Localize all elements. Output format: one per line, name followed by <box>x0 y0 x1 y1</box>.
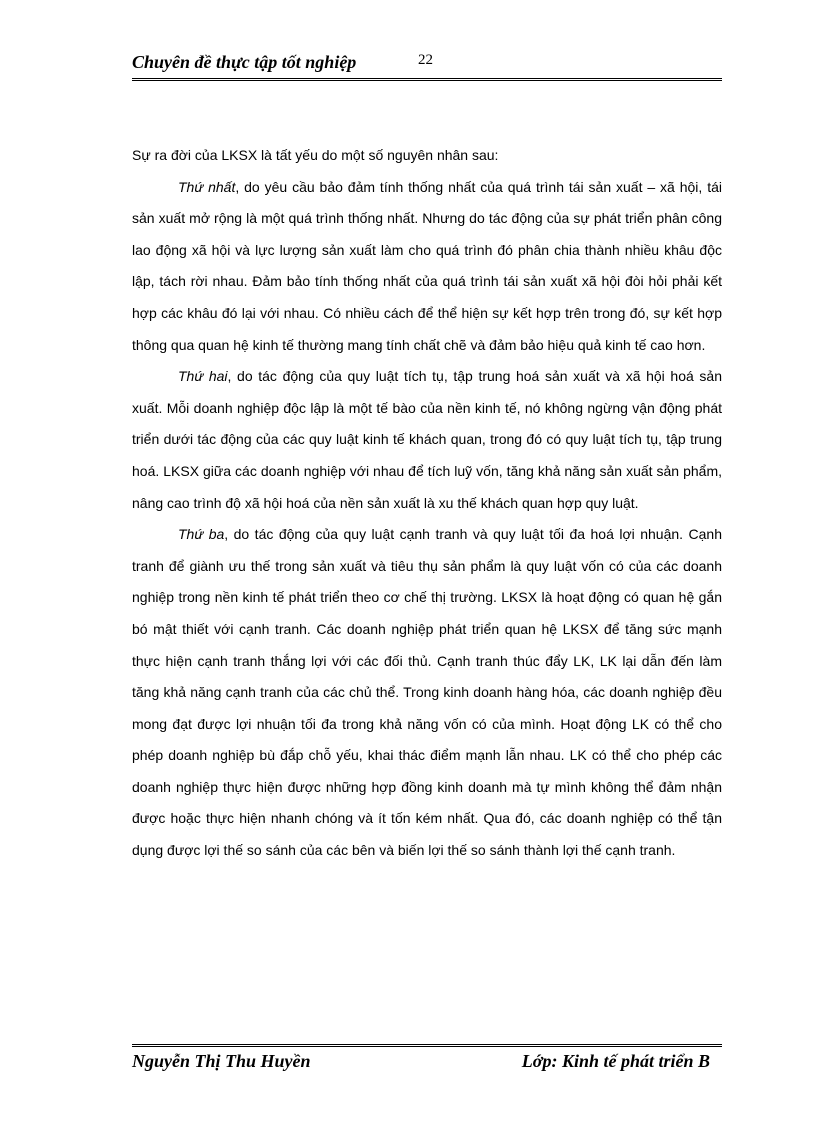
paragraph-third-reason <box>132 519 722 867</box>
document-body <box>132 140 722 867</box>
intro-paragraph: Sự ra đời của LKSX là tất yếu do một số nguyên nhân sau: <box>132 147 499 163</box>
paragraph-lead: Thứ hai <box>178 368 228 385</box>
paragraph-second-reason <box>132 361 722 519</box>
footer-author: Nguyễn Thị Thu Huyền <box>132 1051 311 1071</box>
paragraph-text: , do tác động của quy luật tích tụ, tập trung hoá sản xuất và xã hội hoá sản xuất. Mỗi doanh nghiệp độc lập là một tế bào của nền kinh tế, nó không ngừng vận động phát triển dưới tác động của các quy luật kinh tế khách quan, trong đó có quy luật tích tụ, tập trung hoá. LKSX giữa các doanh nghiệp với nhau để tích luỹ vốn, tăng khả năng sản xuất sản phẩm, nâng cao trình độ xã hội hoá của nền sản xuất là xu thế khách quan hợp quy luật. <box>132 368 722 511</box>
paragraph-text: , do yêu cầu bảo đảm tính thống nhất của quá trình tái sản xuất – xã hội, tái sản xuất mở rộng là một quá trình thống nhất. Nhưng do tác động của sự phát triển phân công lao động xã hội và lực lượng sản xuất làm cho quá trình đó phân chia thành nhiều khâu độc lập, tách rời nhau. Đảm bảo tính thống nhất của quá trình tái sản xuất xã hội đòi hỏi phải kết hợp các khâu đó lại với nhau. Có nhiều cách để thể hiện sự kết hợp trên trong đó, sự kết hợp thông qua quan hệ kinh tế thường mang tính chất chẽ và đảm bảo hiệu quả kinh tế cao hơn. <box>132 178 722 353</box>
paragraph-first-reason <box>132 172 722 362</box>
page-footer <box>132 1044 722 1079</box>
page-header <box>132 50 722 81</box>
paragraph-lead: Thứ ba <box>178 526 225 543</box>
paragraph-text: , do tác động của quy luật cạnh tranh và quy luật tối đa hoá lợi nhuận. Cạnh tranh để giành ưu thế trong sản xuất và tiêu thụ sản phẩm là quy luật vốn có của các doanh nghiệp trong nền kinh tế phát triển theo cơ chế thị trường. LKSX là hoạt động có quan hệ gắn bó mật thiết với cạnh tranh. Các doanh nghiệp phát triển quan hệ LKSX để tăng sức mạnh thực hiện cạnh tranh thắng lợi với các đối thủ. Cạnh tranh thúc đẩy LK, LK lại dẫn đến làm tăng khả năng cạnh tranh của các chủ thể. Trong kinh doanh hàng hóa, các doanh nghiệp đều mong đạt được lợi nhuận tối đa trong khả năng vốn có của mình. Hoạt động LK có thể cho phép doanh nghiệp bù đắp chỗ yếu, khai thác điểm mạnh lẫn nhau. LK có thể cho phép các doanh nghiệp thực hiện được những hợp đồng kinh doanh mà tự mình không thể đảm nhận được hoặc thực hiện nhanh chóng và ít tốn kém nhất. Qua đó, các doanh nghiệp có thể tận dụng được lợi thế so sánh của các bên và biến lợi thế so sánh thành lợi thế cạnh tranh. <box>132 526 722 859</box>
footer-class: Lớp: Kinh tế phát triển B <box>521 1051 710 1071</box>
header-title: Chuyên đề thực tập tốt nghiệp <box>132 52 357 72</box>
paragraph-lead: Thứ nhất <box>178 178 236 195</box>
page-number: 22 <box>418 52 433 68</box>
